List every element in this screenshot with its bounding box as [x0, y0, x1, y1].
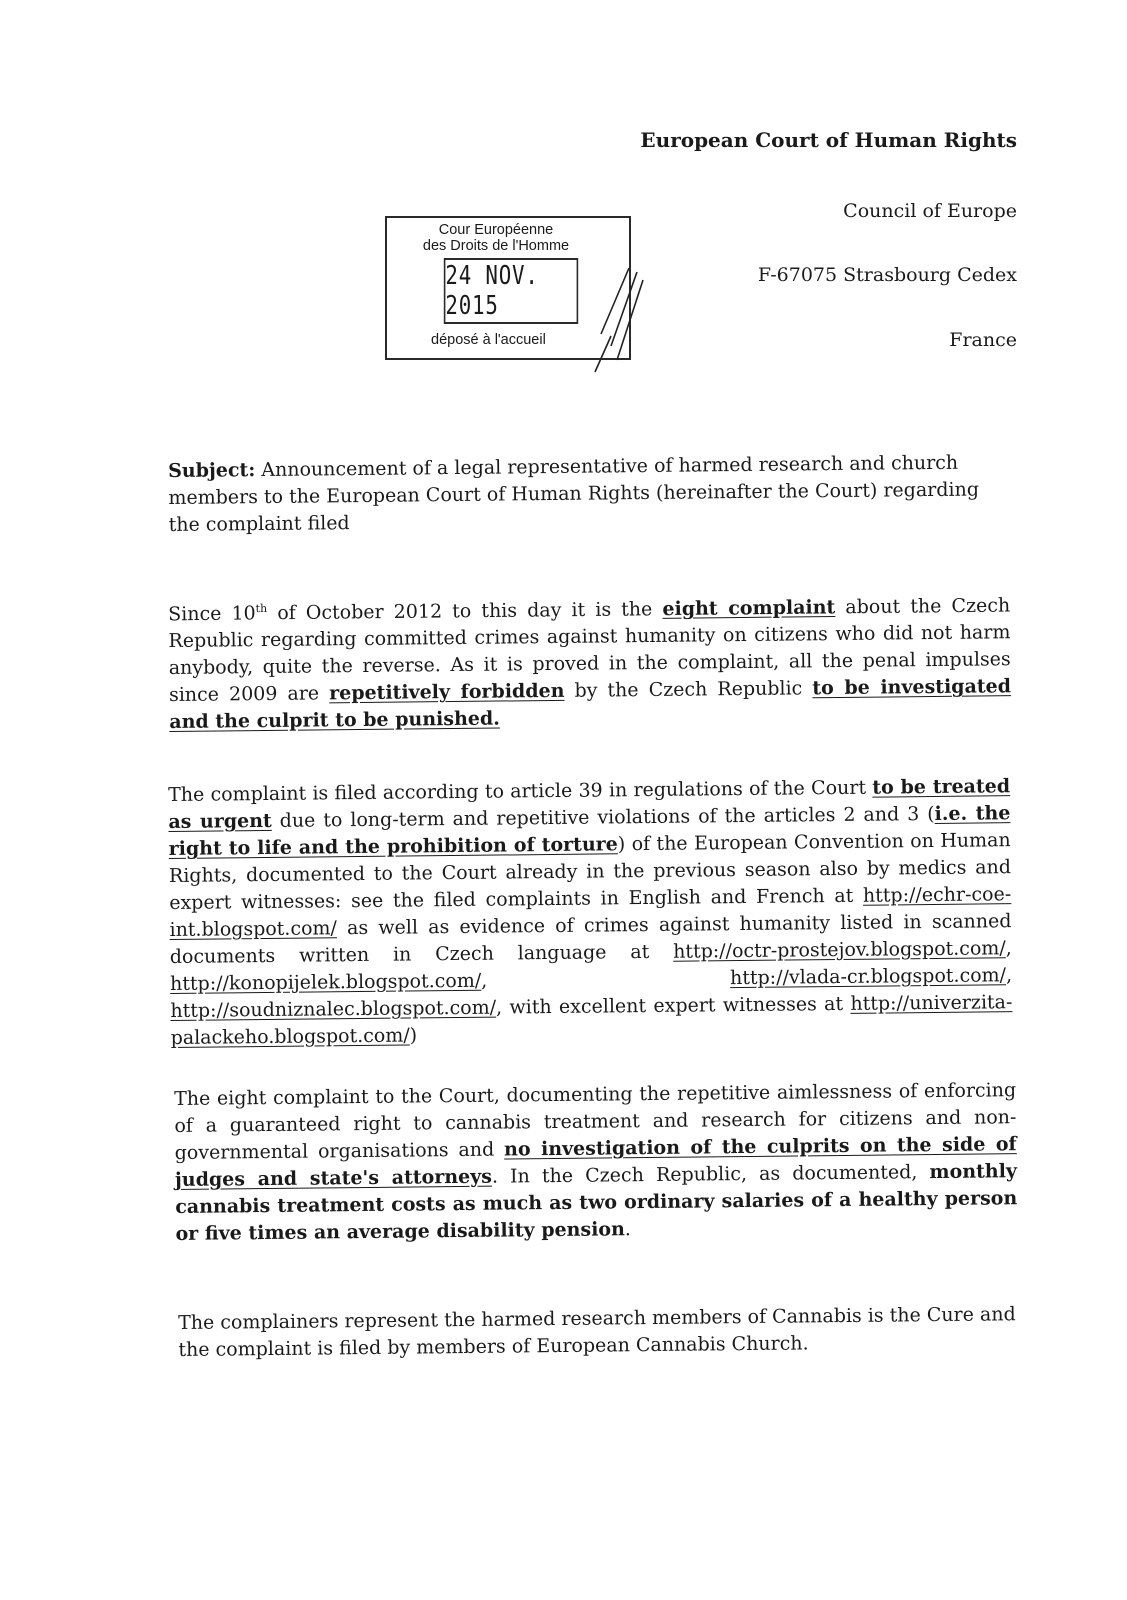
text: , — [481, 967, 731, 992]
stamp-court-line1: Cour Européenne — [438, 222, 554, 238]
emphasis: to be investigated and the culprit to be punished. — [169, 675, 1012, 734]
text: as well as evidence of crimes against humanity listed in scanned documents written in Czech language at — [169, 910, 1012, 968]
text: by the Czech Republic — [564, 677, 813, 703]
emphasis: repetitively forbidden — [329, 680, 565, 705]
url-link: http://vlada-cr.blogspot.com/ — [729, 964, 1007, 990]
emphasis: no investigation of the culprits on the side of judges and state's attorneys — [174, 1133, 1017, 1191]
stamp-date: 24 NOV. 2015 — [444, 258, 578, 324]
text: . — [624, 1218, 631, 1241]
text: due to long-term and repetitive violations of the articles 2 and 3 ( — [271, 802, 935, 832]
url-link: http://echr-coe-int.blogspot.com/ — [169, 883, 1012, 941]
subject-paragraph — [168, 449, 1011, 539]
text: , — [1005, 964, 1013, 987]
addressee-council: Council of Europe — [843, 200, 1017, 222]
addressee-city: F-67075 Strasbourg Cedex — [757, 264, 1017, 286]
emphasis: i.e. the right to life and the prohibition of torture — [168, 802, 1011, 860]
stamp-court-line2: des Droits de l'Homme — [422, 238, 570, 254]
emphasis: eight complaint — [662, 596, 836, 621]
text: , — [1005, 937, 1012, 960]
paragraph-complainers: The complainers represent the harmed research members of Cannabis is the Cure and the complaint is filed by members of European Cannabis Church. — [178, 1303, 1016, 1361]
ordinal-suffix: th — [255, 601, 268, 616]
subject-text: Announcement of a legal representative of harmed research and church members to the European Court of Human Rights (hereinafter the Court) regarding the complaint filed — [168, 451, 980, 536]
paragraph-eight-complaint — [168, 587, 1011, 736]
addressee-country: France — [949, 329, 1017, 351]
paragraph-urgent-complaint — [168, 773, 1013, 1052]
received-stamp — [385, 216, 631, 360]
emphasis: monthly cannabis treatment costs as much as two ordinary salaries of a healthy person or five times an average disability pension — [175, 1160, 1018, 1245]
url-link: http://octr-prostejov.blogspot.com/ — [673, 937, 1006, 963]
text: Since 10 — [168, 602, 256, 626]
text: The complaint is filed according to article 39 in regulations of the Court — [168, 776, 873, 806]
text: of October 2012 to this day it is the — [267, 598, 663, 625]
stamp-footer: déposé à l'accueil — [431, 332, 546, 348]
subject-label: Subject: — [168, 459, 256, 482]
text: about the Czech Republic regarding committed crimes against humanity on citizens who did not harm anybody, quite the reverse. As it is proved in the complaint, all the penal impulses since 2009 are — [168, 594, 1011, 707]
text: , with excellent expert witnesses at — [495, 992, 851, 1019]
url-link: http://soudniznalec.blogspot.com/ — [170, 996, 497, 1022]
addressee-court: European Court of Human Rights — [640, 128, 1017, 152]
url-link: http://univerzita-palackeho.blogspot.com/ — [170, 991, 1013, 1049]
handwritten-initial-mark — [581, 264, 651, 376]
url-link: http://konopijelek.blogspot.com/ — [170, 969, 482, 995]
emphasis: to be treated as urgent — [168, 775, 1011, 833]
text: . In the Czech Republic, as documented, — [491, 1161, 930, 1188]
paragraph-cannabis-treatment — [174, 1077, 1018, 1248]
text: ) of the European Convention on Human Rights, documented to the Court already in the previous season also by medics and expert witnesses: see the filed complaints in English and French at — [168, 829, 1012, 914]
text: ) — [409, 1024, 418, 1047]
text: The eight complaint to the Court, documenting the repetitive aimlessness of enforcing of a guaranteed right to cannabis treatment and research for citizens and non-governmental organisations and — [174, 1079, 1017, 1164]
